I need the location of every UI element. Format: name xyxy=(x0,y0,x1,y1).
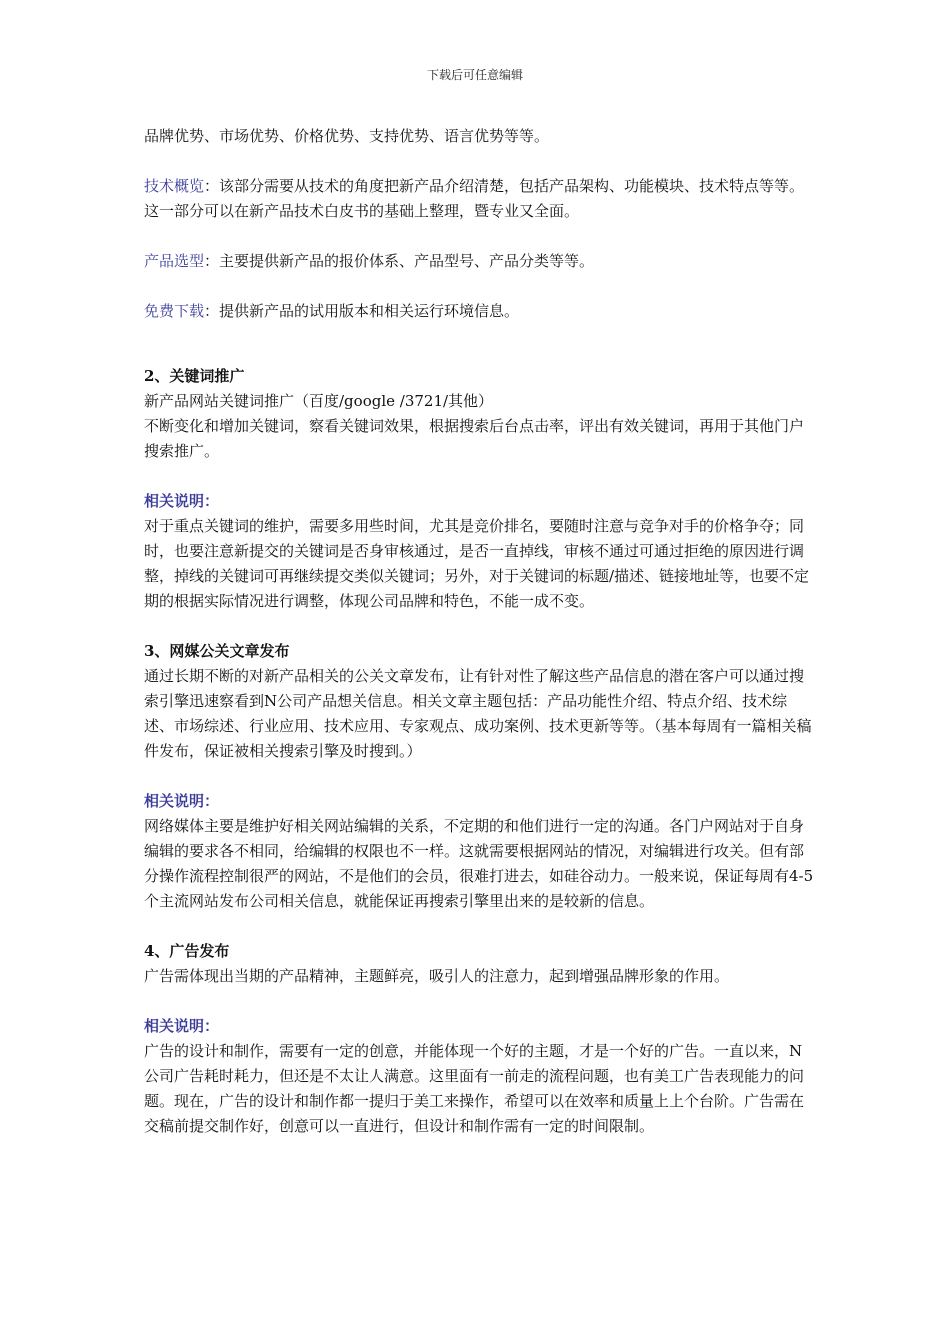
section4-note: 广告的设计和制作，需要有一定的创意，并能体现一个好的主题，才是一个好的广告。一直以来，N公司广告耗时耗力，但还是不太让人满意。这里面有一前走的流程问题，也有美工广告表现能力的问题。现在，广告的设计和制作都一提归于美工来操作，希望可以在效率和质量上上个台阶。广告需在交稿前提交制作好，创意可以一直进行，但设计和制作需有一定的时间限制。 xyxy=(144,1042,805,1135)
selection-text: ：主要提供新产品的报价体系、产品型号、产品分类等等。 xyxy=(204,252,595,270)
tech-label: 技术概览 xyxy=(144,177,205,195)
section2-line2: 不断变化和增加关键词，察看关键词效果，根据搜索后台点击率，评出有效关键词，再用于其他门户搜索推广。 xyxy=(144,417,805,460)
download-label: 免费下载 xyxy=(144,302,205,320)
tech-text: ：该部分需要从技术的角度把新产品介绍清楚，包括产品架构、功能模块、技术特点等等。这一部分可以在新产品技术白皮书的基础上整理，暨专业又全面。 xyxy=(144,177,805,220)
section4-heading: 4、广告发布 xyxy=(144,942,230,960)
tech-paragraph xyxy=(144,174,814,224)
section3-note-label: 相关说明： xyxy=(144,792,220,810)
selection-label: 产品选型 xyxy=(144,252,205,270)
section2-note-label: 相关说明： xyxy=(144,492,220,510)
download-paragraph xyxy=(144,299,814,324)
selection-paragraph xyxy=(144,249,814,274)
section4-note-label: 相关说明： xyxy=(144,1017,220,1035)
download-text: ：提供新产品的试用版本和相关运行环境信息。 xyxy=(204,302,520,320)
document-body xyxy=(144,124,814,1139)
page-header: 下载后可任意编辑 xyxy=(426,68,523,82)
intro-paragraph: 品牌优势、市场优势、价格优势、支持优势、语言优势等等。 xyxy=(144,127,550,145)
section2-line1: 新产品网站关键词推广（百度/google /3721/其他） xyxy=(144,392,494,410)
section2-note: 对于重点关键词的维护，需要多用些时间，尤其是竞价排名，要随时注意与竞争对手的价格争夺；同时，也要注意新提交的关键词是否身审核通过，是否一直掉线，审核不通过可通过拒绝的原因进行调整，掉线的关键词可再继续提交类似关键词；另外，对于关键词的标题/描述、链接地址等，也要不定期的根据实际情况进行调整，体现公司品牌和特色，不能一成不变。 xyxy=(144,517,810,610)
section4-body: 广告需体现出当期的产品精神，主题鲜亮，吸引人的注意力，起到增强品牌形象的作用。 xyxy=(144,967,730,985)
section3-heading: 3、网媒公关文章发布 xyxy=(144,642,290,660)
section2-heading: 2、关键词推广 xyxy=(144,367,245,385)
section3-body: 通过长期不断的对新产品相关的公关文章发布，让有针对性了解这些产品信息的潜在客户可以通过搜索引擎迅速察看到N公司产品想关信息。相关文章主题包括：产品功能性介绍、特点介绍、技术综述、市场综述、行业应用、技术应用、专家观点、成功案例、技术更新等等。（基本每周有一篇相关稿件发布，保证被相关搜索引擎及时搜到。） xyxy=(144,667,812,760)
section3-note: 网络媒体主要是维护好相关网站编辑的关系，不定期的和他们进行一定的沟通。各门户网站对于自身编辑的要求各不相同，给编辑的权限也不一样。这就需要根据网站的情况，对编辑进行攻关。但有部分操作流程控制很严的网站，不是他们的会员，很难打进去，如硅谷动力。一般来说，保证每周有4-5个主流网站发布公司相关信息，就能保证再搜索引擎里出来的是较新的信息。 xyxy=(144,817,814,910)
